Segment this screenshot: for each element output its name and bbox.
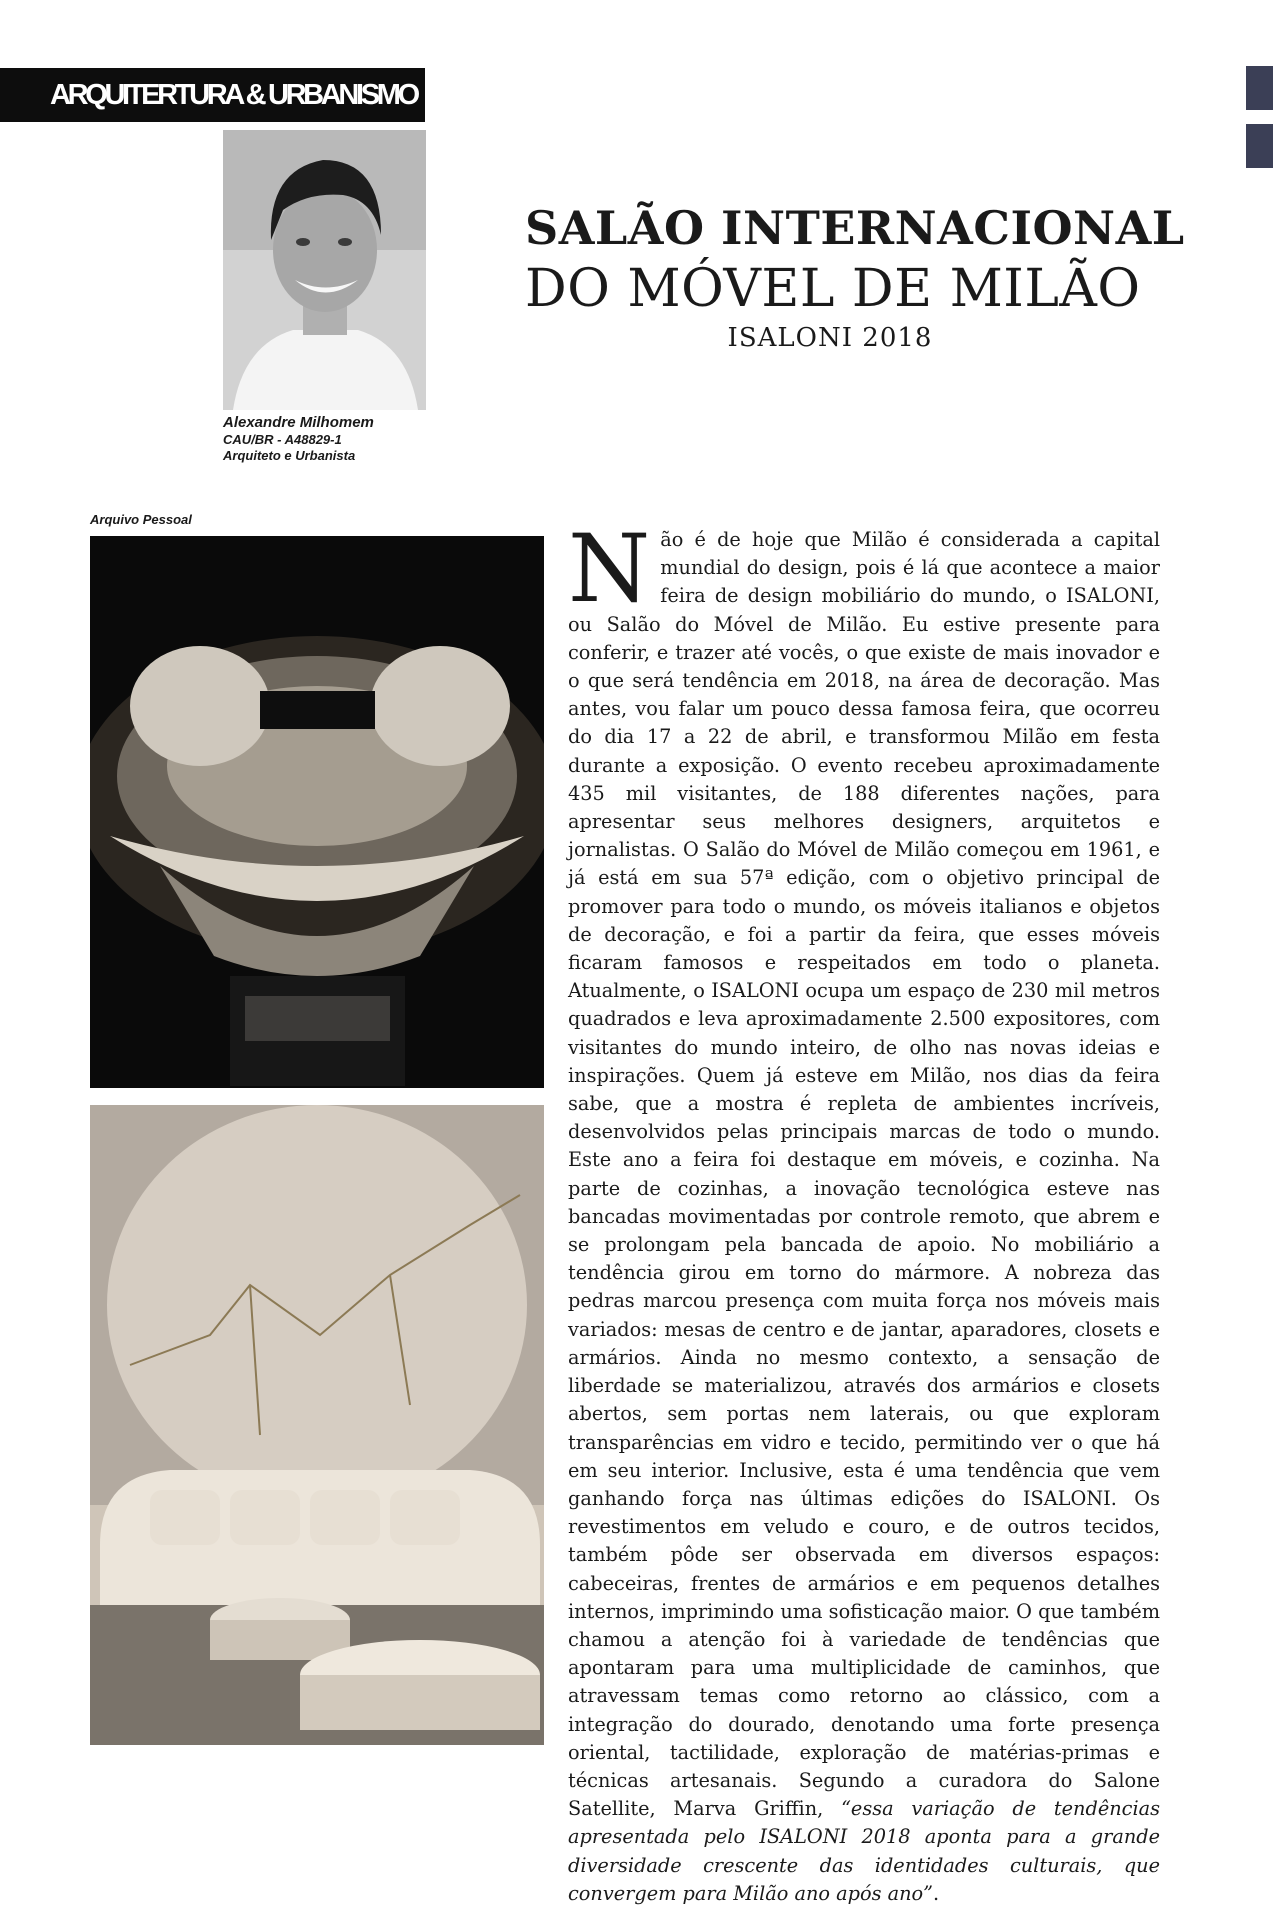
author-name: Alexandre Milhomem	[223, 414, 374, 431]
title-line-1: SALÃO INTERNACIONAL	[525, 201, 1185, 255]
living-room-photo	[90, 1105, 544, 1745]
section-tag: ARQUITERTURA & URBANISMO	[0, 68, 425, 122]
article-text: ão é de hoje que Milão é considerada a capital mundial do design, pois é lá que acontece a maior feira de design mobiliário do mundo, o ISALONI, ou Salão do Móvel de Milão. Eu estive presente para conferir, e trazer até vocês, o que existe de mais inovador e o que será tendência em 2018, na área de decoração. Mas antes, vou falar um pouco dessa famosa feira, que ocorreu do dia 17 a 22 de abril, e transformou Milão em festa durante a exposição. O evento recebeu aproximadamente 435 mil visitantes, de 188 diferentes nações, para apresentar seus melhores designers, arquitetos e jornalistas. O Salão do Móvel de Milão começou em 1961, e já está em sua 57ª edição, com o objetivo principal de promover para todo o mundo, os móveis italianos e objetos de decoração, e foi a partir da feira, que esses móveis ficaram famosos e respeitados em todo o planeta. Atualmente, o ISALONI ocupa um espaço de 230 mil metros quadrados e leva aproximadamente 2.500 expositores, com visitantes do mundo inteiro, de olho nas novas ideias e inspirações. Quem já esteve em Milão, nos dias da feira sabe, que a mostra é repleta de ambientes incríveis, desenvolvidos pelas principais marcas de todo o mundo. Este ano a feira foi destaque em móveis, e cozinha. Na parte de cozinhas, a inovação tecnológica esteve nas bancadas movimentadas por controle remoto, que abrem e se prolongam pela bancada de apoio. No mobiliário a tendência girou em torno do mármore. A nobreza das pedras marcou presença com muita força nos móveis mais variados: mesas de centro e de jantar, aparadores, closets e armários. Ainda no mesmo contexto, a sensação de liberdade se materializou, através dos armários e closets abertos, sem portas nem laterais, ou que exploram transparências em vidro e tecido, permitindo ver o que há em seu interior. Inclusive, esta é uma tendência que vem ganhando força nas últimas edições do ISALONI. Os revestimentos em veludo e couro, e de outros tecidos, também pôde ser observada em diversos espaços: cabeceiras, frentes de armários e em pequenos detalhes internos, imprimindo uma sofisticação maior. O que também chamou a atenção foi à variedade de tendências que apontaram para uma multiplicidade de caminhos, que atravessam temas como retorno ao clássico, com a integração do dourado, denotando uma forte presença oriental, tactilidade, exploração de matérias-primas e técnicas artesanais. Segundo a curadora do Salone Satellite, Marva Griffin,	[568, 528, 1160, 1821]
article-quote: “essa variação de tendências apresentada pelo ISALONI 2018 aponta para a grande diversidade crescente das identidades culturais, que convergem para Milão ano após ano”	[568, 1797, 1160, 1905]
author-photo	[223, 130, 426, 410]
article-title	[525, 200, 1185, 354]
chandelier-photo	[90, 536, 544, 1088]
article-body	[568, 515, 1160, 1908]
author-role: Arquiteto e Urbanista	[223, 448, 356, 463]
author-byline	[223, 414, 374, 464]
article-end: .	[933, 1881, 940, 1905]
author-registration: CAU/BR - A48829-1	[223, 432, 342, 447]
title-line-2: DO MÓVEL DE MILÃO	[525, 259, 1141, 319]
side-tab	[1246, 66, 1273, 110]
article-paragraph	[568, 515, 1160, 1908]
drop-cap: N	[568, 515, 651, 624]
photo-credit: Arquivo Pessoal	[90, 512, 192, 527]
side-tab	[1246, 124, 1273, 168]
title-subtitle: ISALONI 2018	[727, 323, 933, 353]
